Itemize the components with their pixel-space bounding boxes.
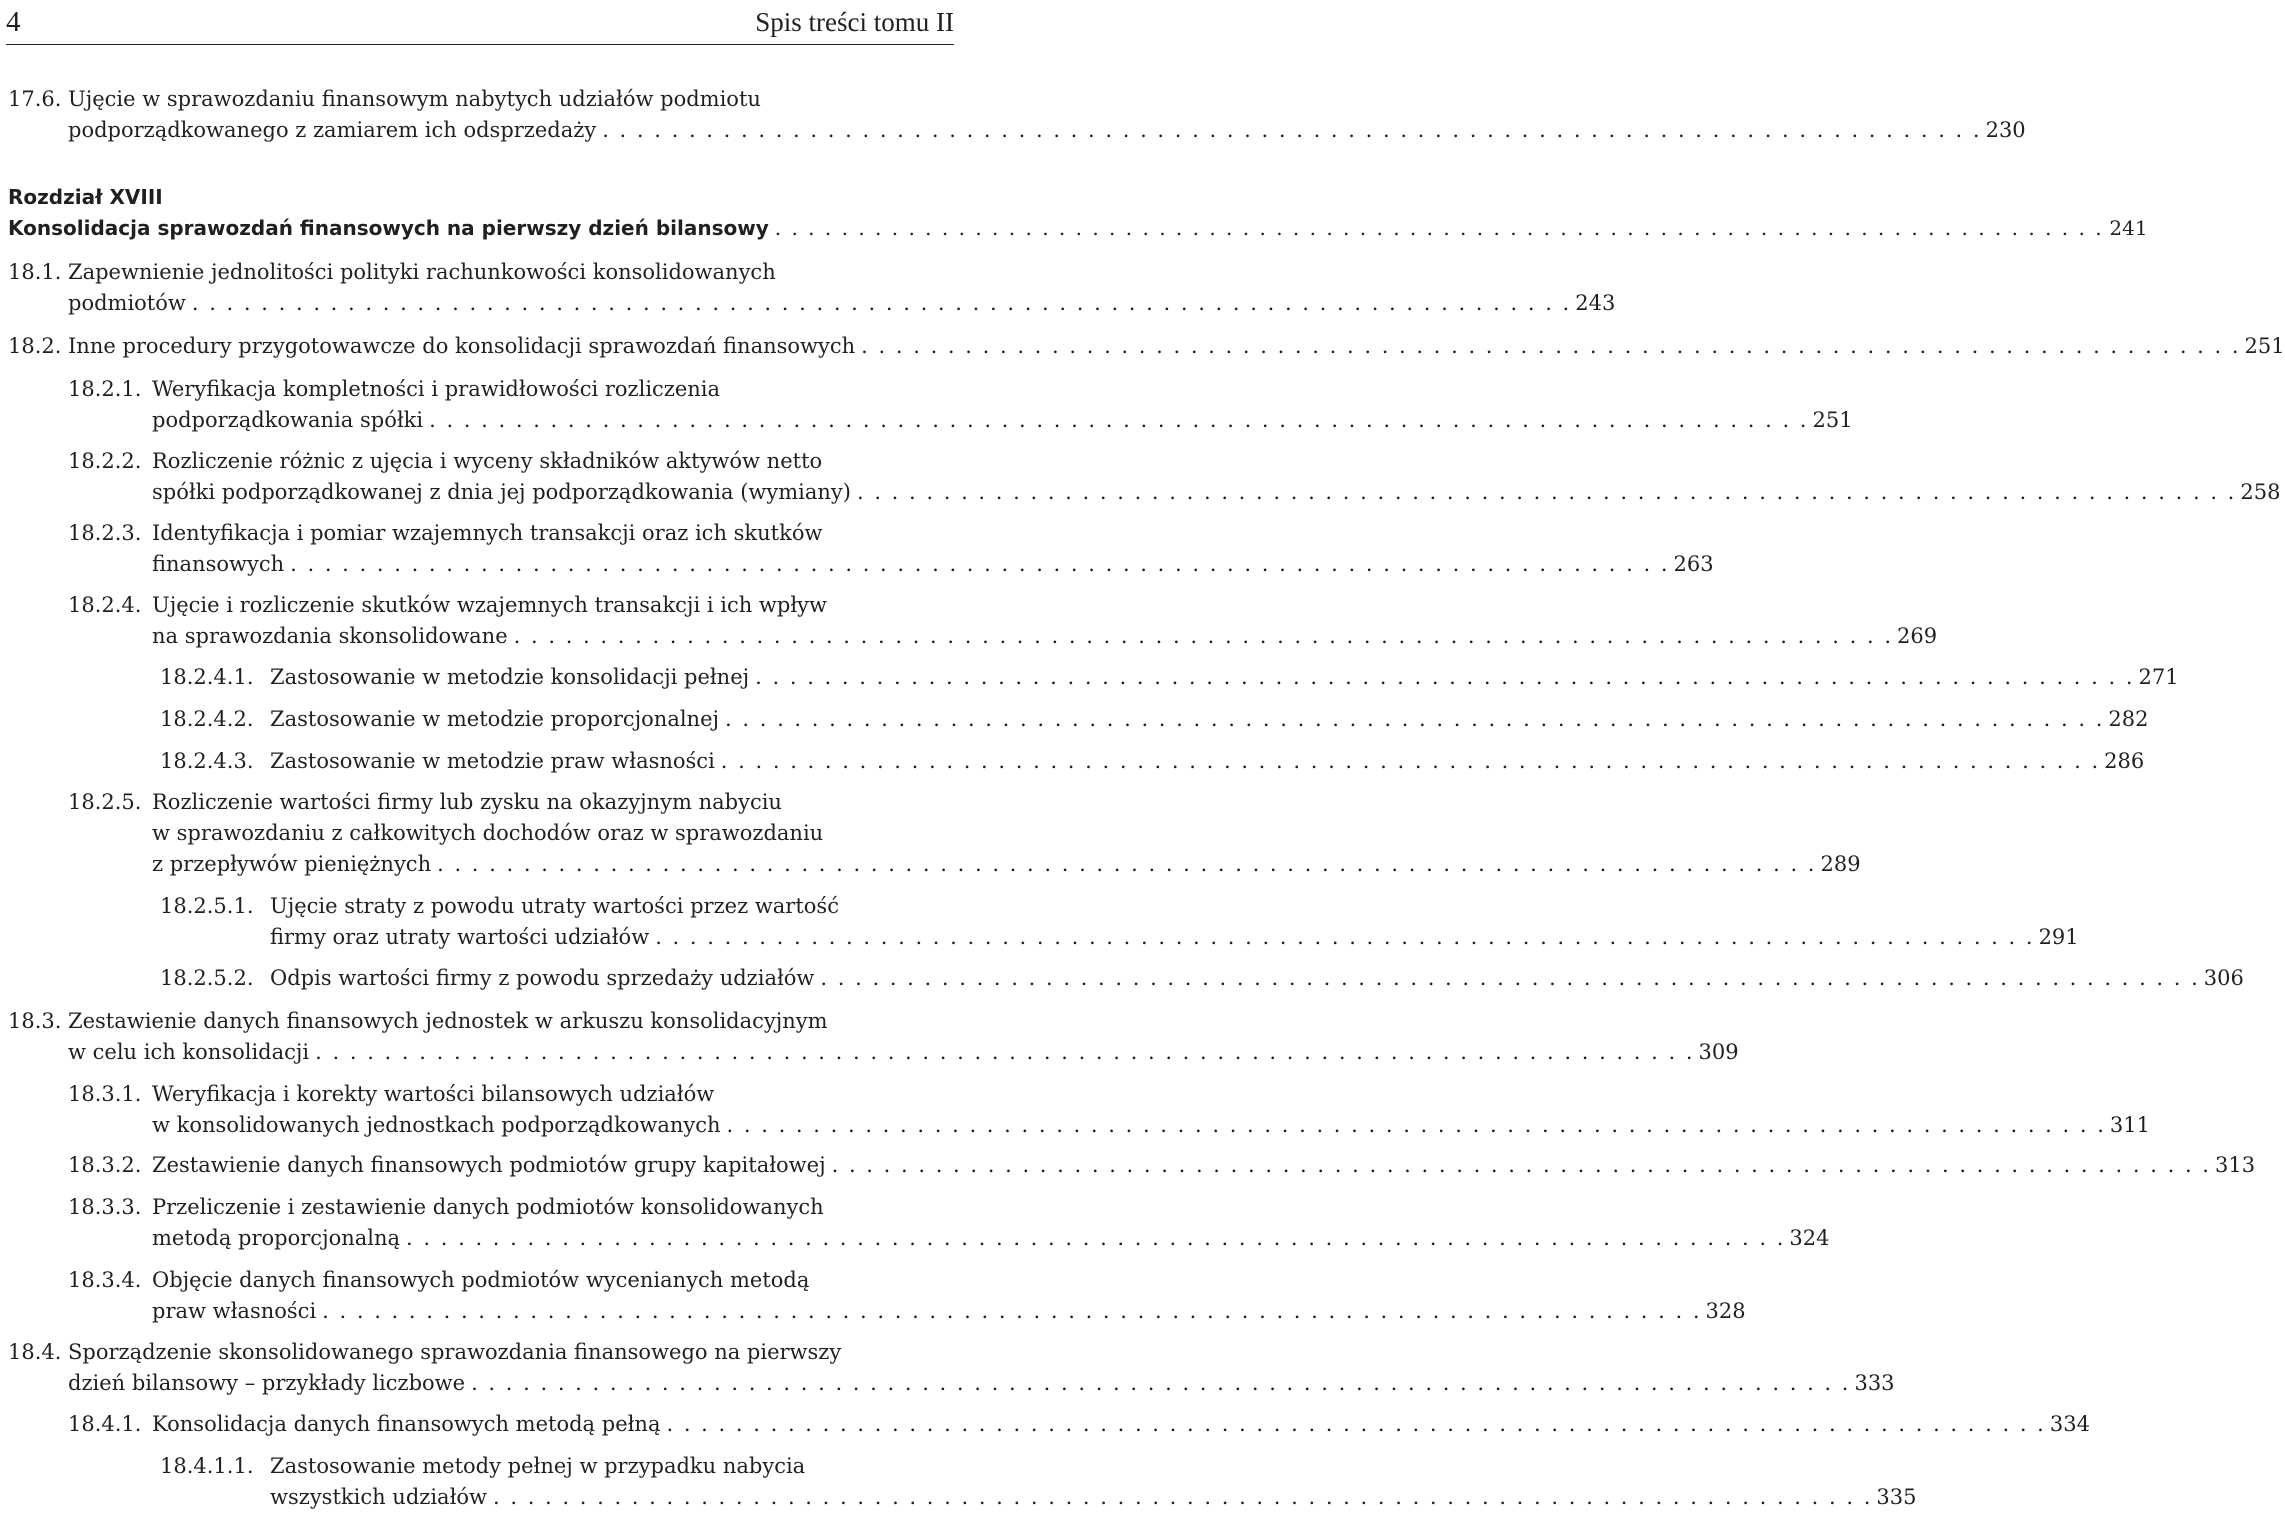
toc-entry[interactable]: [0, 662, 2179, 693]
entry-title-line: Zestawienie danych finansowych jednostek w arkuszu konsolidacyjnym: [68, 1009, 828, 1033]
dot-leader: . . . . . . . . . . . . . . . . . . . . . . . . . . . . . . . . . . . . . . . . . . . . . . . . . . . . . . . . . . . . . . . . . . . . . . . . . . . . . . . .: [655, 925, 2035, 949]
entry-title-line: Identyfikacja i pomiar wzajemnych transakcji oraz ich skutków: [152, 521, 823, 545]
toc-entry[interactable]: [0, 704, 2149, 735]
dot-leader: . . . . . . . . . . . . . . . . . . . . . . . . . . . . . . . . . . . . . . . . . . . . . . . . . . . . . . . . . . . . . . . . . . . . . . . . . . . . . . . .: [322, 1299, 1702, 1323]
entry-number: 18.2.2.: [68, 449, 142, 473]
entry-title-line: Odpis wartości firmy z powodu sprzedaży udziałów: [270, 966, 815, 990]
page-ref: 291: [2038, 925, 2079, 949]
dot-leader: . . . . . . . . . . . . . . . . . . . . . . . . . . . . . . . . . . . . . . . . . . . . . . . . . . . . . . . . . . . . . . . . . . . . . . . . . . . . . . . .: [820, 966, 2200, 990]
entry-title-line: Zapewnienie jednolitości polityki rachunkowości konsolidowanych: [68, 260, 776, 284]
dot-leader: . . . . . . . . . . . . . . . . . . . . . . . . . . . . . . . . . . . . . . . . . . . . . . . . . . . . . . . . . . . . . . . . . . . . . . . . . . . . . . . .: [493, 1485, 1873, 1509]
entry-title-line: z przepływów pieniężnych: [152, 852, 432, 876]
entry-number: 18.2.5.1.: [160, 894, 254, 918]
entry-title-line: Ujęcie straty z powodu utraty wartości przez wartość: [270, 894, 839, 918]
entry-title-line: Konsolidacja sprawozdań finansowych na pierwszy dzień bilansowy: [8, 216, 769, 240]
entry-title-line: Zastosowanie metody pełnej w przypadku nabycia: [270, 1454, 806, 1478]
page-ref: 335: [1876, 1485, 1917, 1509]
entry-number: 18.2.4.1.: [160, 665, 254, 689]
dot-leader: . . . . . . . . . . . . . . . . . . . . . . . . . . . . . . . . . . . . . . . . . . . . . . . . . . . . . . . . . . . . . . . . . . . . . . . . . . . . . . . .: [755, 665, 2135, 689]
toc-entry[interactable]: [0, 963, 2244, 994]
entry-title-line: Inne procedury przygotowawcze do konsolidacji sprawozdań finansowych: [68, 334, 856, 358]
entry-title-line: Ujęcie w sprawozdaniu finansowym nabytych udziałów podmiotu: [68, 87, 761, 111]
page-ref: 306: [2203, 966, 2244, 990]
dot-leader: . . . . . . . . . . . . . . . . . . . . . . . . . . . . . . . . . . . . . . . . . . . . . . . . . . . . . . . . . . . . . . . . . . . . . . . . . . . . . . . .: [666, 1412, 2046, 1436]
entry-number: 18.2.4.2.: [160, 707, 254, 731]
page-ref: 251: [1812, 408, 1853, 432]
toc-entry[interactable]: [0, 1265, 1746, 1327]
entry-number: 18.2.5.: [68, 790, 142, 814]
toc-entry[interactable]: [0, 1337, 1895, 1399]
entry-title-line: na sprawozdania skonsolidowane: [152, 624, 508, 648]
page-ref: 243: [1575, 291, 1616, 315]
entry-number: 18.2.4.3.: [160, 749, 254, 773]
entry-number: 18.4.1.: [68, 1412, 142, 1436]
dot-leader: . . . . . . . . . . . . . . . . . . . . . . . . . . . . . . . . . . . . . . . . . . . . . . . . . . . . . . . . . . . . . . . . . . . . . . . . . . . . . . . .: [513, 624, 1894, 648]
entry-title-line: Zastosowanie w metodzie proporcjonalnej: [270, 707, 720, 731]
entry-title-line: spółki podporządkowanej z dnia jej podporządkowania (wymiany): [152, 480, 851, 504]
toc-entry[interactable]: [0, 518, 1714, 580]
running-title: Spis treści tomu II: [755, 6, 954, 37]
entry-number: 18.4.1.1.: [160, 1454, 254, 1478]
toc-entry[interactable]: [0, 374, 1853, 436]
dot-leader: . . . . . . . . . . . . . . . . . . . . . . . . . . . . . . . . . . . . . . . . . . . . . . . . . . . . . . . . . . . . . . . . . . . . . . . . . . . . . . . .: [191, 291, 1572, 315]
entry-number: 18.3.3.: [68, 1195, 142, 1219]
toc-entry[interactable]: [0, 84, 2026, 146]
entry-number: 18.3.2.: [68, 1153, 142, 1177]
toc-entry[interactable]: [0, 891, 2079, 953]
dot-leader: . . . . . . . . . . . . . . . . . . . . . . . . . . . . . . . . . . . . . . . . . . . . . . . . . . . . . . . . . . . . . . . . . . . . . . . . . . . . . . . .: [471, 1371, 1851, 1395]
entry-number: 18.2.3.: [68, 521, 142, 545]
dot-leader: . . . . . . . . . . . . . . . . . . . . . . . . . . . . . . . . . . . . . . . . . . . . . . . . . . . . . . . . . . . . . . . . . . . . . . . . . . . . . . . .: [861, 334, 2241, 358]
entry-title-line: Sporządzenie skonsolidowanego sprawozdania finansowego na pierwszy: [68, 1340, 842, 1364]
entry-title-line: podmiotów: [68, 291, 186, 315]
page-ref: 313: [2214, 1153, 2256, 1177]
page-ref: 309: [1698, 1040, 1739, 1064]
dot-leader: . . . . . . . . . . . . . . . . . . . . . . . . . . . . . . . . . . . . . . . . . . . . . . . . . . . . . . . . . . . . . . . . . . . . . . . . . . . . . . . .: [831, 1153, 2211, 1177]
page-ref: 230: [1985, 118, 2026, 142]
entry-title-line: w celu ich konsolidacji: [68, 1040, 310, 1064]
entry-title-line: firmy oraz utraty wartości udziałów: [270, 925, 650, 949]
dot-leader: . . . . . . . . . . . . . . . . . . . . . . . . . . . . . . . . . . . . . . . . . . . . . . . . . . . . . . . . . . . . . . . . . . . . . . . . . . . . . . . .: [726, 1113, 2106, 1137]
page-ref: 241: [2109, 216, 2148, 240]
entry-title-line: w sprawozdaniu z całkowitych dochodów oraz w sprawozdaniu: [152, 821, 824, 845]
toc-entry[interactable]: [0, 1409, 2090, 1440]
entry-title-line: finansowych: [152, 552, 285, 576]
entry-title-line: Konsolidacja danych finansowych metodą pełną: [152, 1412, 661, 1436]
page-number: 4: [6, 5, 21, 38]
entry-number: 18.2.4.: [68, 593, 142, 617]
entry-number: 18.2.: [8, 334, 62, 358]
dot-leader: . . . . . . . . . . . . . . . . . . . . . . . . . . . . . . . . . . . . . . . . . . . . . . . . . . . . . . . . . . . . . . . . . . . . . . . . . . . . . . . .: [437, 852, 1817, 876]
toc-entry[interactable]: [0, 331, 2285, 362]
entry-number: 18.3.4.: [68, 1268, 142, 1292]
entry-number: 18.4.: [8, 1340, 62, 1364]
entry-title-line: Rozdział XVIII: [8, 185, 163, 209]
entry-title-line: podporządkowanego z zamiarem ich odsprzedaży: [68, 118, 597, 142]
page-ref: 289: [1820, 852, 1861, 876]
page-ref: 251: [2244, 334, 2285, 358]
entry-title-line: metodą proporcjonalną: [152, 1226, 401, 1250]
entry-number: 18.2.1.: [68, 377, 142, 401]
page-ref: 286: [2104, 749, 2145, 773]
dot-leader: . . . . . . . . . . . . . . . . . . . . . . . . . . . . . . . . . . . . . . . . . . . . . . . . . . . . . . . . . . . . . . . . . . . . . . . . . . . . . . . .: [602, 118, 1982, 142]
dot-leader: . . . . . . . . . . . . . . . . . . . . . . . . . . . . . . . . . . . . . . . . . . . . . . . . . . . . . . . . . . . . . . . . . . . . . . . . . . . . . . . .: [720, 749, 2101, 773]
page-ref: 324: [1789, 1226, 1830, 1250]
dot-leader: . . . . . . . . . . . . . . . . . . . . . . . . . . . . . . . . . . . . . . . . . . . . . . . . . . . . . . . . . . . . . . . . . . . . . . . . . . . . . . . .: [725, 707, 2105, 731]
page-ref: 311: [2109, 1113, 2150, 1137]
entry-title-line: Rozliczenie różnic z ujęcia i wyceny składników aktywów netto: [152, 449, 823, 473]
entry-title-line: Zastosowanie w metodzie praw własności: [270, 749, 715, 773]
page-ref: 271: [2138, 665, 2179, 689]
entry-title-line: Przeliczenie i zestawienie danych podmiotów konsolidowanych: [152, 1195, 824, 1219]
dot-leader: . . . . . . . . . . . . . . . . . . . . . . . . . . . . . . . . . . . . . . . . . . . . . . . . . . . . . . . . . . . . . . . . . . . . . . . . . . . . . . . .: [290, 552, 1670, 576]
entry-number: 18.2.5.2.: [160, 966, 254, 990]
dot-leader: . . . . . . . . . . . . . . . . . . . . . . . . . . . . . . . . . . . . . . . . . . . . . . . . . . . . . . . . . . . . . . . . . . . . . . . . . . . . . . . .: [315, 1040, 1695, 1064]
dot-leader: . . . . . . . . . . . . . . . . . . . . . . . . . . . . . . . . . . . . . . . . . . . . . . . . . . . . . . . . . . . . . . . . . . . . . . . . . . . . . . . .: [774, 216, 2104, 240]
toc-entry[interactable]: [0, 787, 1861, 880]
page-ref: 258: [2240, 480, 2281, 504]
entry-title-line: wszystkich udziałów: [270, 1485, 487, 1509]
entry-title-line: Weryfikacja kompletności i prawidłowości rozliczenia: [152, 377, 721, 401]
page-ref: 282: [2108, 707, 2149, 731]
toc-entry[interactable]: [0, 1150, 2256, 1181]
entry-title-line: Weryfikacja i korekty wartości bilansowych udziałów: [152, 1082, 715, 1106]
entry-title-line: Ujęcie i rozliczenie skutków wzajemnych transakcji i ich wpływ: [152, 593, 827, 617]
entry-title-line: dzień bilansowy – przykłady liczbowe: [68, 1371, 466, 1395]
entry-title-line: Zestawienie danych finansowych podmiotów grupy kapitałowej: [152, 1153, 826, 1177]
toc-entry[interactable]: [0, 1079, 2150, 1141]
entry-number: 18.3.1.: [68, 1082, 142, 1106]
toc-entry[interactable]: [0, 1451, 1917, 1513]
entry-number: 18.1.: [8, 260, 62, 284]
chapter-entry[interactable]: [0, 182, 2148, 244]
toc-entry[interactable]: [0, 446, 2281, 508]
dot-leader: . . . . . . . . . . . . . . . . . . . . . . . . . . . . . . . . . . . . . . . . . . . . . . . . . . . . . . . . . . . . . . . . . . . . . . . . . . . . . . . .: [406, 1226, 1786, 1250]
page-ref: 333: [1854, 1371, 1895, 1395]
dot-leader: . . . . . . . . . . . . . . . . . . . . . . . . . . . . . . . . . . . . . . . . . . . . . . . . . . . . . . . . . . . . . . . . . . . . . . . . . . . . . . . .: [856, 480, 2237, 504]
entry-title-line: Objęcie danych finansowych podmiotów wycenianych metodą: [152, 1268, 810, 1292]
page-ref: 263: [1673, 552, 1714, 576]
toc-entry[interactable]: [0, 590, 1938, 652]
page-ref: 328: [1705, 1299, 1746, 1323]
toc-entry[interactable]: [0, 257, 1616, 319]
page-ref: 334: [2049, 1412, 2090, 1436]
entry-title-line: w konsolidowanych jednostkach podporządkowanych: [152, 1113, 721, 1137]
entry-number: 18.3.: [8, 1009, 62, 1033]
page-ref: 269: [1897, 624, 1938, 648]
entry-title-line: praw własności: [152, 1299, 317, 1323]
toc-entry[interactable]: [0, 1192, 1830, 1254]
dot-leader: . . . . . . . . . . . . . . . . . . . . . . . . . . . . . . . . . . . . . . . . . . . . . . . . . . . . . . . . . . . . . . . . . . . . . . . . . . . . . . . .: [429, 408, 1809, 432]
entry-title-line: podporządkowania spółki: [152, 408, 424, 432]
entry-title-line: Rozliczenie wartości firmy lub zysku na okazyjnym nabyciu: [152, 790, 782, 814]
toc-entry[interactable]: [0, 1006, 1739, 1068]
entry-number: 17.6.: [8, 87, 62, 111]
entry-title-line: Zastosowanie w metodzie konsolidacji pełnej: [270, 665, 750, 689]
toc-entry[interactable]: [0, 746, 2145, 777]
